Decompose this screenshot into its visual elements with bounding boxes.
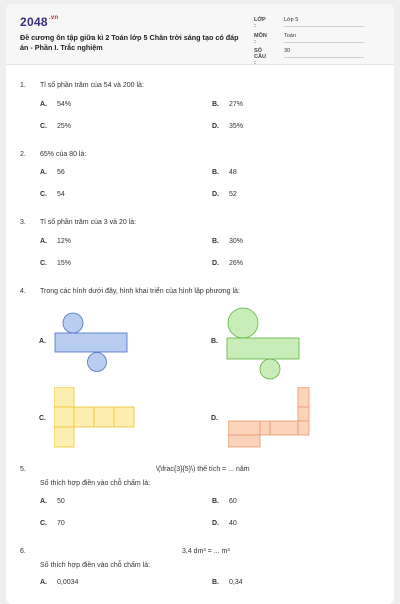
option-2d[interactable]: D. 52 (212, 191, 237, 198)
question-3 (20, 219, 137, 226)
net-a-circle-top (63, 313, 83, 333)
document-page (6, 4, 394, 604)
option-1d[interactable]: D. 35% (212, 123, 244, 130)
meta-subject-label: MÔN : (254, 33, 267, 45)
question-1 (20, 82, 144, 89)
option-3a[interactable]: A. 12% (40, 238, 72, 245)
document-header (6, 4, 394, 65)
cube-net-b-figure[interactable] (226, 307, 306, 383)
question-5 (20, 466, 26, 473)
question-text: Tỉ số phần trăm của 54 và 200 là: (40, 82, 144, 89)
logo-text: 2048 (20, 15, 48, 29)
option-4d-label[interactable]: D. (211, 415, 218, 422)
question-number: 5. (20, 466, 26, 473)
question-4 (20, 288, 240, 295)
option-5a[interactable]: A. 50 (40, 498, 65, 505)
option-1c[interactable]: C. 25% (40, 123, 72, 130)
question-number: 4. (20, 288, 26, 295)
net-b-rect (227, 338, 299, 359)
option-1b[interactable]: B. 27% (212, 101, 244, 108)
question-2 (20, 151, 87, 158)
cube-net-d-figure[interactable] (228, 387, 312, 451)
cube-net-c-figure[interactable] (54, 387, 140, 451)
meta-grade-label: LỚP : (254, 17, 266, 29)
meta-count-label: SỐ CÂU : (254, 48, 266, 66)
option-5d[interactable]: D. 40 (212, 520, 237, 527)
site-logo[interactable] (20, 15, 58, 29)
option-3d[interactable]: D. 26% (212, 260, 244, 267)
question-number: 6. (20, 548, 26, 555)
option-4a-label[interactable]: A. (39, 338, 46, 345)
option-5c[interactable]: C. 70 (40, 520, 65, 527)
question-number: 2. (20, 151, 26, 158)
meta-count-value: 30 (284, 48, 364, 58)
option-4c-label[interactable]: C. (39, 415, 46, 422)
option-2c[interactable]: C. 54 (40, 191, 65, 198)
net-a-rect (55, 333, 127, 352)
option-6b[interactable]: B. 0,34 (212, 579, 243, 586)
option-4b-label[interactable]: B. (211, 338, 218, 345)
option-2a[interactable]: A. 56 (40, 169, 65, 176)
question-5-text: Số thích hợp điền vào chỗ chấm là: (40, 480, 151, 487)
option-3c[interactable]: C. 15% (40, 260, 72, 267)
question-text: Tỉ số phần trăm của 3 và 20 là: (40, 219, 137, 226)
net-b-circle-top (228, 308, 258, 338)
question-6-text: Số thích hợp điền vào chỗ chấm là: (40, 562, 151, 569)
cube-net-a-figure[interactable] (52, 310, 136, 380)
option-5b[interactable]: B. 60 (212, 498, 237, 505)
question-number: 3. (20, 219, 26, 226)
question-number: 1. (20, 82, 26, 89)
option-1a[interactable]: A. 54% (40, 101, 72, 108)
option-6a[interactable]: A. 0,0034 (40, 579, 79, 586)
option-2b[interactable]: B. 48 (212, 169, 237, 176)
net-a-circle-bottom (88, 353, 107, 372)
logo-suffix: .vn (48, 15, 59, 21)
question-5-formula: \(\frac{3}{5}\) thế tích = ... năm (156, 466, 250, 473)
question-text: 65% của 80 là: (40, 151, 87, 158)
question-6 (20, 548, 26, 555)
question-6-formula: 3,4 dm³ = ... m³ (182, 548, 230, 555)
net-b-circle-bottom (260, 359, 280, 379)
question-text: Trong các hình dưới đây, hình khai triển của hình lập phương là: (40, 288, 240, 295)
page-title: Đề cương ôn tập giữa kì 2 Toán lớp 5 Chân trời sáng tạo có đáp án - Phần I. Trắc nghiệm (20, 33, 239, 52)
option-3b[interactable]: B. 30% (212, 238, 244, 245)
meta-subject-value: Toán (284, 33, 364, 43)
meta-grade-value: Lớp 5 (284, 17, 364, 27)
